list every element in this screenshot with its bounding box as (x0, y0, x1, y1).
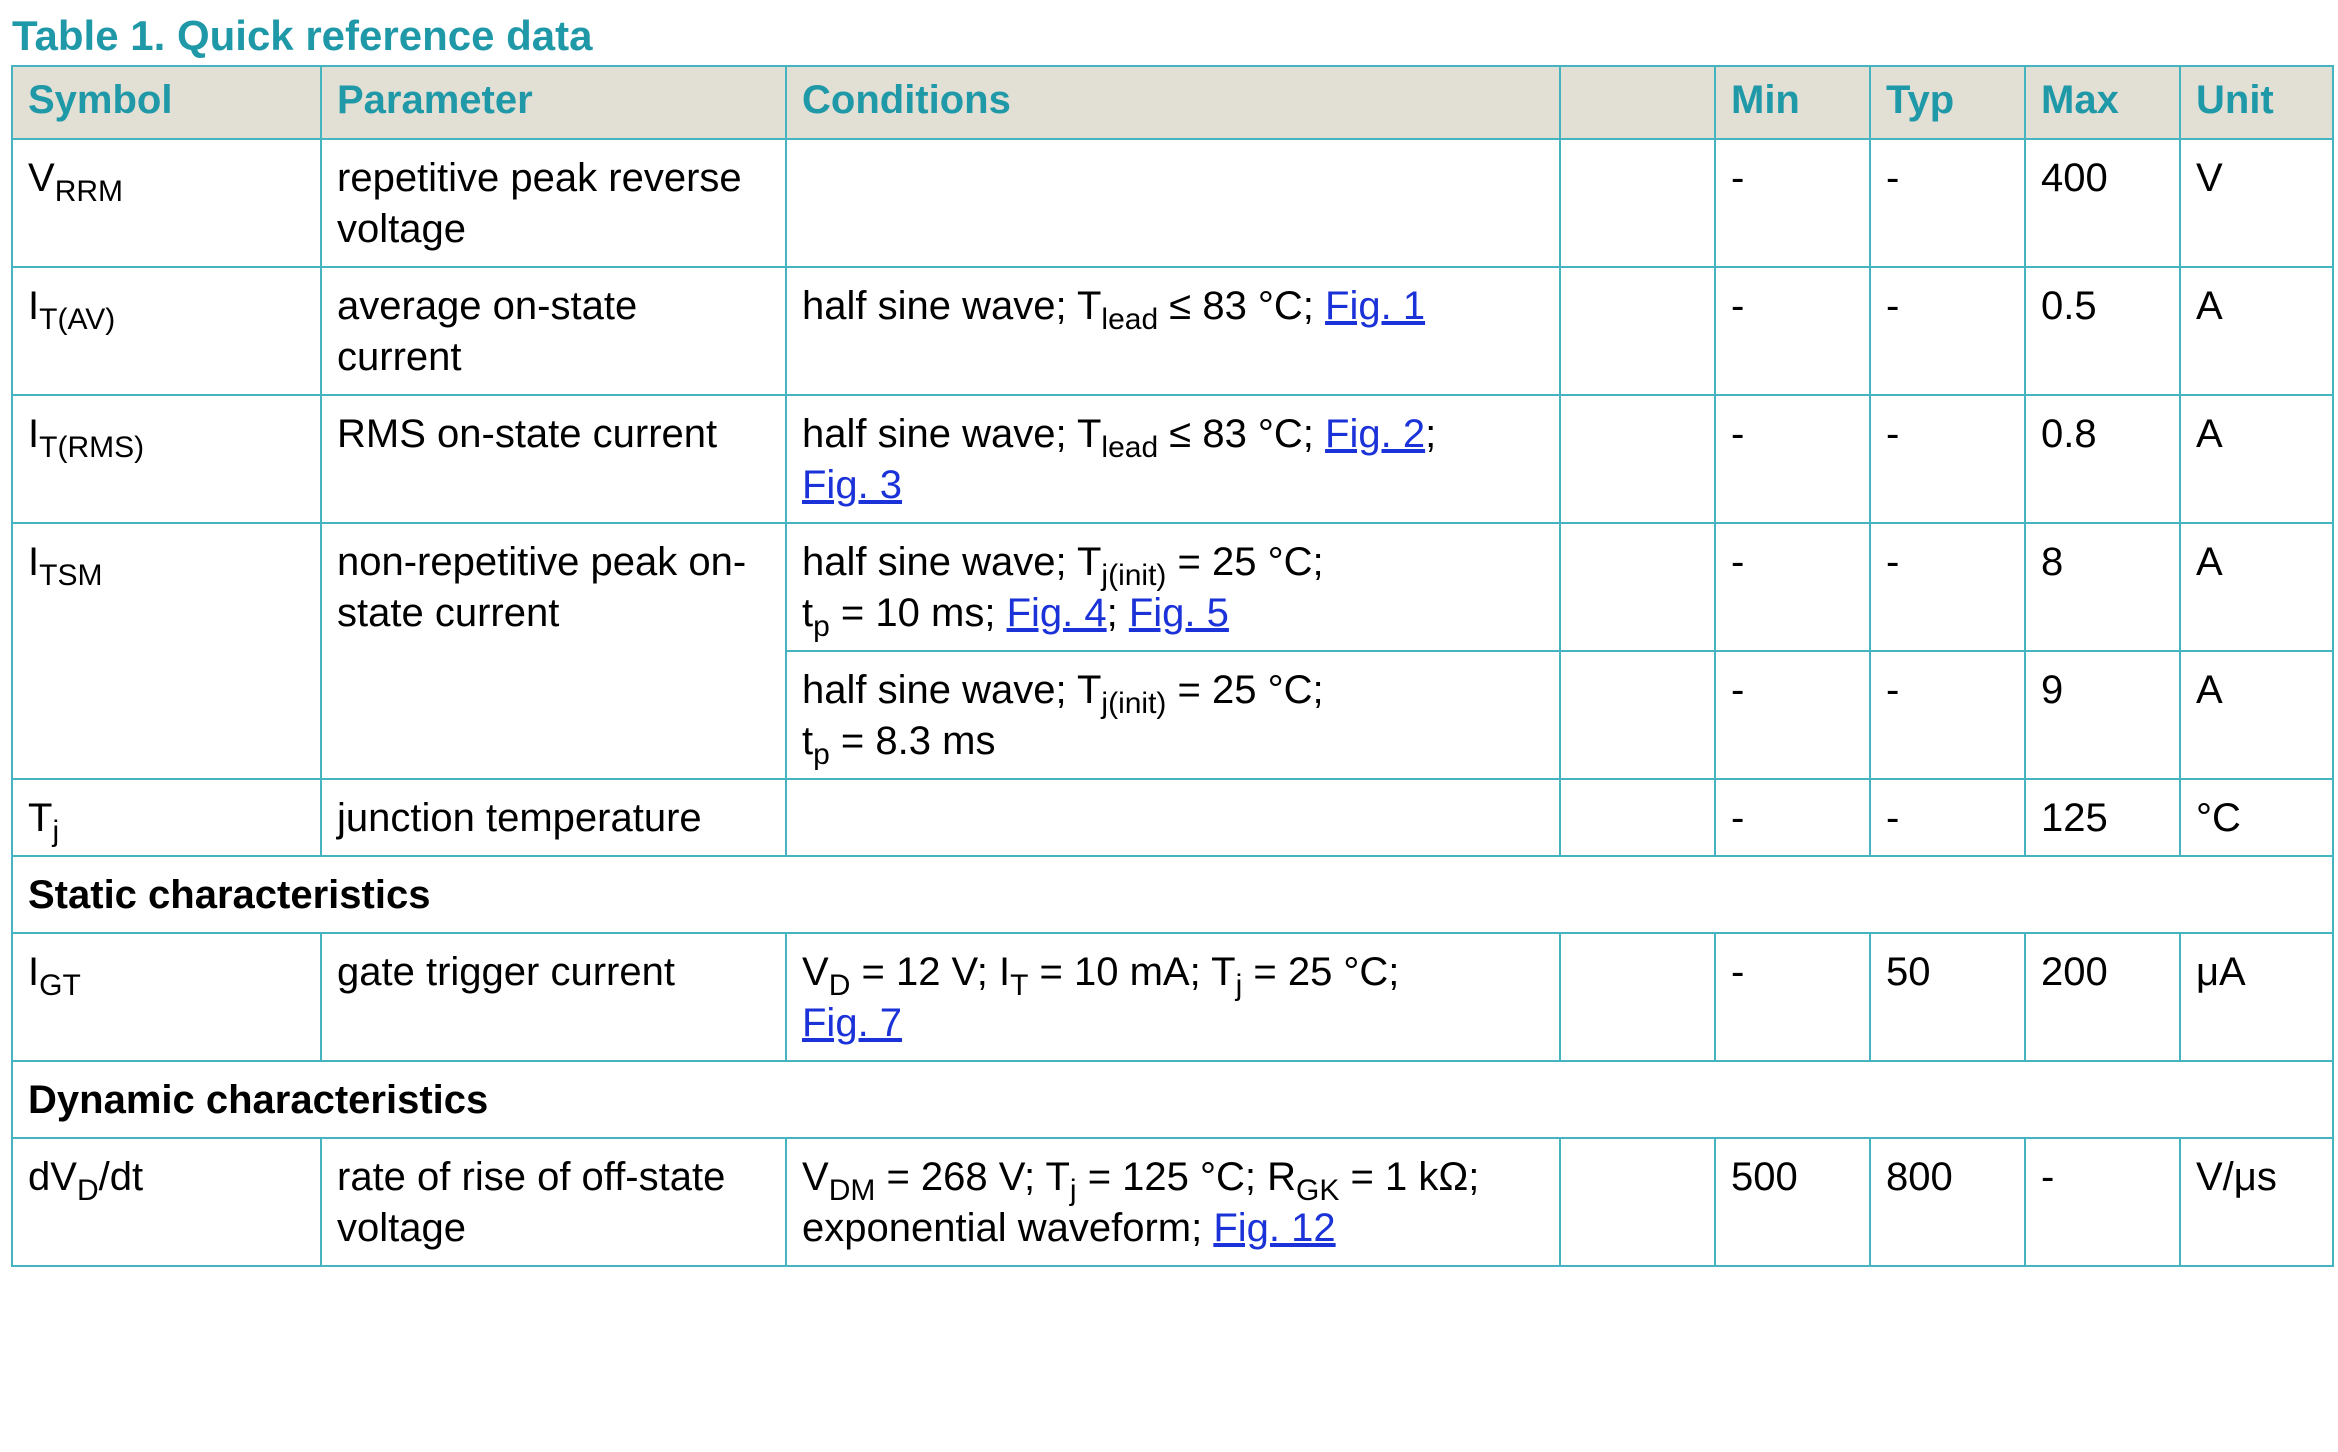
typ-cell: - (1870, 779, 2025, 856)
fig-5-link[interactable]: Fig. 5 (1128, 591, 1229, 635)
max-cell: 0.8 (2025, 395, 2180, 523)
parameter-cell: non-repetitive peak on-state current (321, 523, 786, 779)
extra-cell (1560, 651, 1715, 779)
header-symbol: Symbol (12, 66, 321, 139)
conditions-cell: $V_D = 12$ V; $I_T = 10$ mA; $T_j = 25$ °C; Fig. 7 (786, 933, 1560, 1061)
typ-cell: 50 (1870, 933, 2025, 1061)
section-row-dynamic (12, 1061, 2333, 1138)
parameter-cell: average on-state current (321, 267, 786, 395)
conditions-cell: half sine wave; $T_{lead} \le 83$ °C; Fig. 2; Fig. 3 (786, 395, 1560, 523)
table-row (12, 523, 2333, 651)
header-max: Max (2025, 66, 2180, 139)
conditions-cell: half sine wave; $T_{j(init)} = 25$ °C; $t_p = 8.3$ ms (786, 651, 1560, 779)
parameter-cell: junction temperature (321, 779, 786, 856)
typ-cell: - (1870, 523, 2025, 651)
max-cell: 8 (2025, 523, 2180, 651)
extra-cell (1560, 523, 1715, 651)
min-cell: - (1715, 139, 1870, 267)
min-cell: - (1715, 779, 1870, 856)
symbol-cell: $T_j$ (12, 779, 321, 856)
extra-cell (1560, 139, 1715, 267)
table-header-row (12, 66, 2333, 139)
min-cell: 500 (1715, 1138, 1870, 1266)
header-conditions: Conditions (786, 66, 1560, 139)
section-heading: Static characteristics (12, 856, 2333, 933)
fig-3-link[interactable]: Fig. 3 (802, 463, 903, 507)
symbol-cell: $V_{RRM}$ (12, 139, 321, 267)
symbol-cell: $I_{T(RMS)}$ (12, 395, 321, 523)
fig-4-link[interactable]: Fig. 4 (1006, 591, 1107, 635)
typ-cell: - (1870, 651, 2025, 779)
table-row (12, 933, 2333, 1061)
unit-cell: μA (2180, 933, 2333, 1061)
unit-cell: V (2180, 139, 2333, 267)
section-heading: Dynamic characteristics (12, 1061, 2333, 1138)
typ-cell: - (1870, 267, 2025, 395)
min-cell: - (1715, 933, 1870, 1061)
unit-cell: °C (2180, 779, 2333, 856)
header-min: Min (1715, 66, 1870, 139)
conditions-cell: half sine wave; $T_{lead} \le 83$ °C; Fig. 1 (786, 267, 1560, 395)
symbol-cell: $dV_D/dt$ (12, 1138, 321, 1266)
unit-cell: A (2180, 267, 2333, 395)
parameter-cell: repetitive peak reverse voltage (321, 139, 786, 267)
extra-cell (1560, 395, 1715, 523)
extra-cell (1560, 267, 1715, 395)
min-cell: - (1715, 523, 1870, 651)
quick-reference-table (11, 65, 2334, 1267)
table-row (12, 139, 2333, 267)
min-cell: - (1715, 395, 1870, 523)
extra-cell (1560, 1138, 1715, 1266)
min-cell: - (1715, 267, 1870, 395)
max-cell: - (2025, 1138, 2180, 1266)
unit-cell: A (2180, 395, 2333, 523)
typ-cell: 800 (1870, 1138, 2025, 1266)
conditions-cell: $V_{DM} = 268$ V; $T_j = 125$ °C; $R_{GK} = 1$ kΩ; exponential waveform; Fig. 12 (786, 1138, 1560, 1266)
extra-cell (1560, 779, 1715, 856)
header-parameter: Parameter (321, 66, 786, 139)
symbol-cell: $I_{T(AV)}$ (12, 267, 321, 395)
typ-cell: - (1870, 139, 2025, 267)
symbol-cell: $I_{GT}$ (12, 933, 321, 1061)
parameter-cell: RMS on-state current (321, 395, 786, 523)
table-title: Table 1. Quick reference data (12, 12, 593, 59)
table-row (12, 267, 2333, 395)
unit-cell: A (2180, 523, 2333, 651)
unit-cell: V/μs (2180, 1138, 2333, 1266)
fig-2-link[interactable]: Fig. 2 (1325, 412, 1426, 456)
header-empty (1560, 66, 1715, 139)
section-row-static (12, 856, 2333, 933)
table-row (12, 779, 2333, 856)
header-unit: Unit (2180, 66, 2333, 139)
extra-cell (1560, 933, 1715, 1061)
table-row (12, 1138, 2333, 1266)
conditions-cell (786, 139, 1560, 267)
min-cell: - (1715, 651, 1870, 779)
max-cell: 0.5 (2025, 267, 2180, 395)
fig-12-link[interactable]: Fig. 12 (1213, 1206, 1336, 1250)
symbol-cell: $I_{TSM}$ (12, 523, 321, 779)
conditions-cell (786, 779, 1560, 856)
table-row (12, 395, 2333, 523)
conditions-cell: half sine wave; $T_{j(init)} = 25$ °C; $t_p = 10$ ms; Fig. 4; Fig. 5 (786, 523, 1560, 651)
max-cell: 9 (2025, 651, 2180, 779)
unit-cell: A (2180, 651, 2333, 779)
max-cell: 125 (2025, 779, 2180, 856)
fig-7-link[interactable]: Fig. 7 (802, 1001, 903, 1045)
typ-cell: - (1870, 395, 2025, 523)
max-cell: 200 (2025, 933, 2180, 1061)
max-cell: 400 (2025, 139, 2180, 267)
fig-1-link[interactable]: Fig. 1 (1325, 284, 1426, 328)
parameter-cell: gate trigger current (321, 933, 786, 1061)
header-typ: Typ (1870, 66, 2025, 139)
parameter-cell: rate of rise of off-state voltage (321, 1138, 786, 1266)
